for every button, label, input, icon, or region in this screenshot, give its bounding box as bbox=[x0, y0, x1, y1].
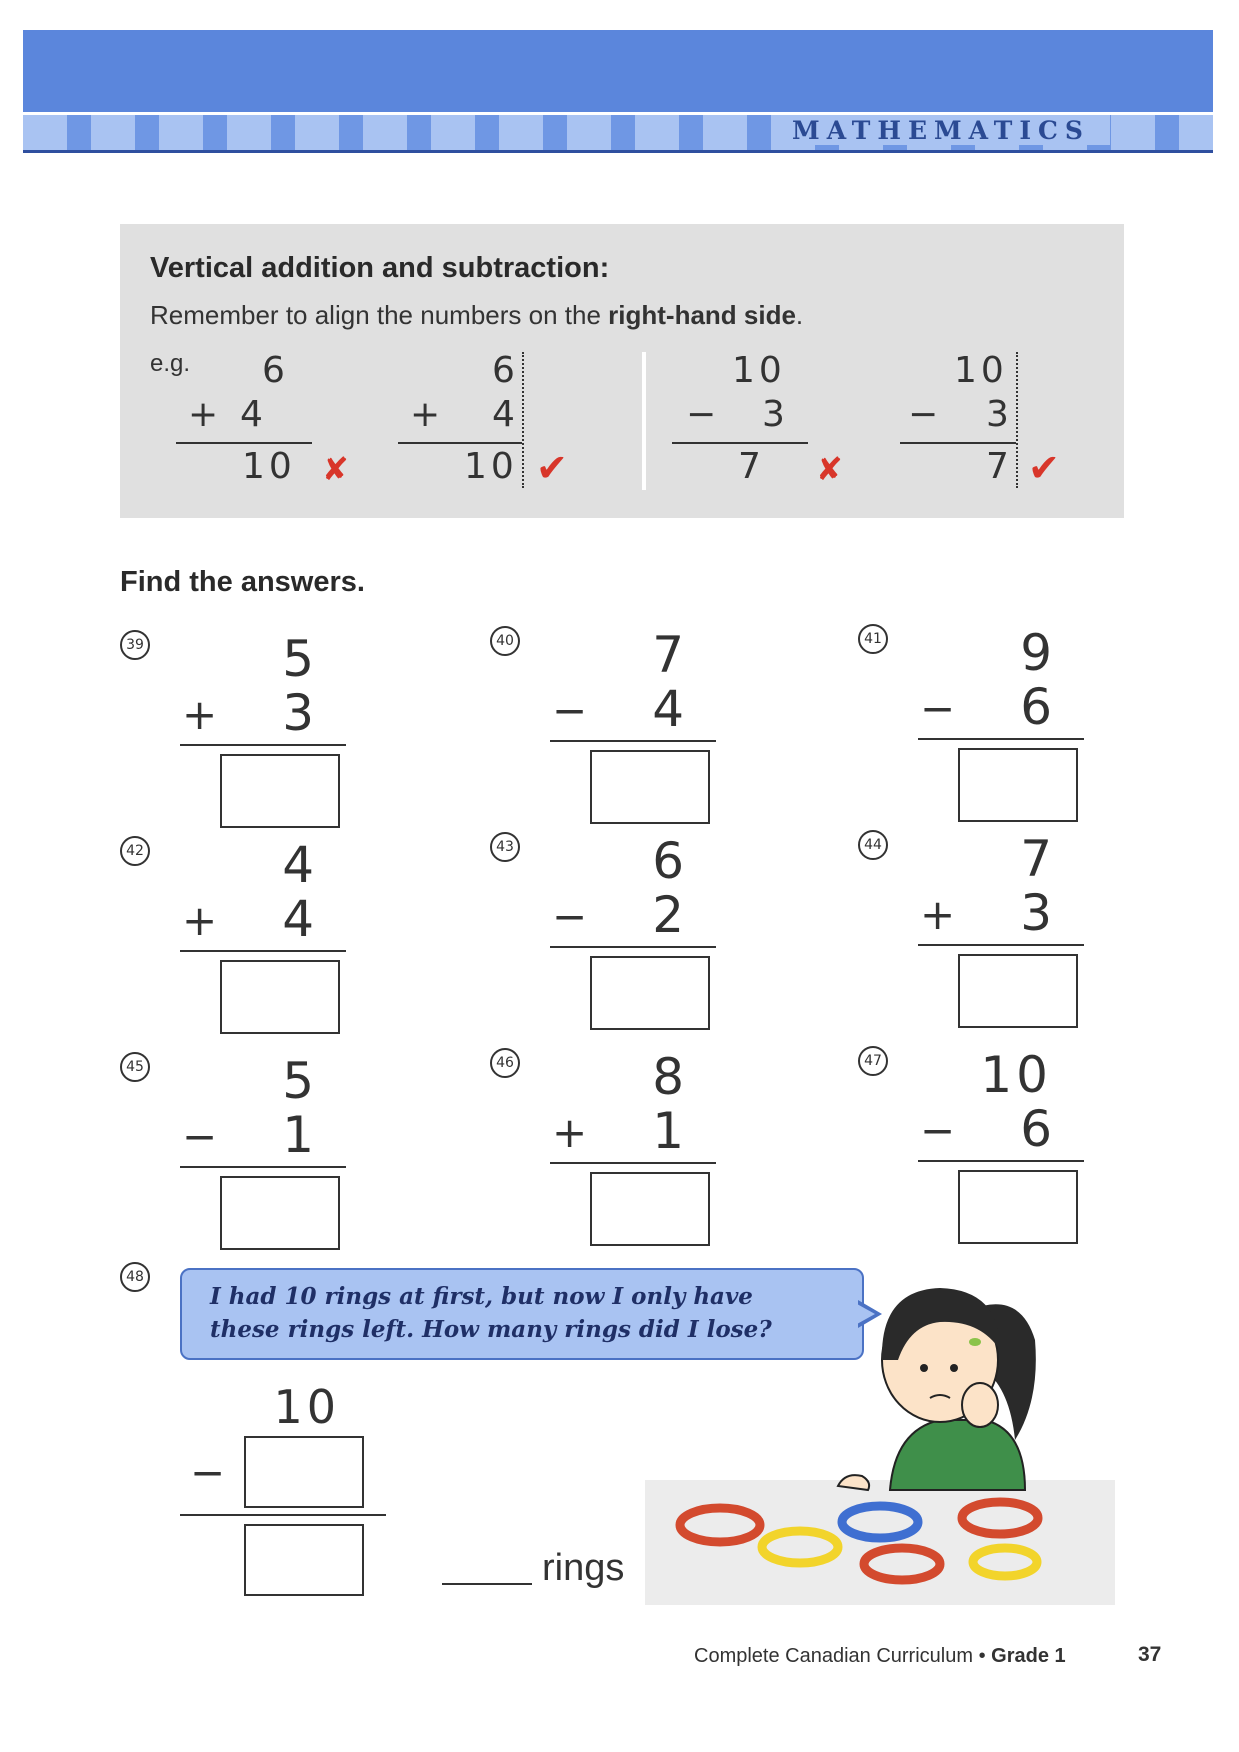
problem-42 bbox=[120, 836, 380, 1026]
example-operator: − bbox=[686, 394, 717, 435]
footer-grade: Grade 1 bbox=[991, 1645, 1066, 1667]
girl-with-rings-illustration bbox=[640, 1250, 1140, 1610]
example-result: 10 bbox=[464, 446, 518, 487]
tip-text-bold: right-hand side bbox=[608, 300, 796, 330]
problem-rule bbox=[550, 1162, 716, 1164]
problem-number: 42 bbox=[120, 836, 150, 866]
examples-divider bbox=[642, 352, 646, 490]
header-banner bbox=[23, 30, 1213, 112]
wrong-mark-icon: ✘ bbox=[322, 450, 349, 488]
answer-box[interactable] bbox=[590, 956, 710, 1030]
problem-40 bbox=[490, 626, 750, 816]
tip-text-start: Remember to align the numbers on the bbox=[150, 300, 609, 330]
example-result: 7 bbox=[738, 446, 761, 487]
correct-mark-icon: ✔ bbox=[536, 446, 568, 490]
problem-bottom-number: 6 bbox=[1020, 1100, 1052, 1158]
example-top: 6 bbox=[262, 350, 285, 391]
problem-number: 40 bbox=[490, 626, 520, 656]
speech-text: I had 10 rings at first, but now I only have these rings left. How many rings did I lose? bbox=[210, 1283, 772, 1343]
example-bottom: 3 bbox=[762, 394, 785, 435]
problem-rule bbox=[918, 1160, 1084, 1162]
problem-bottom-number: 6 bbox=[1020, 678, 1052, 736]
answer-box[interactable] bbox=[220, 1176, 340, 1250]
problem-rule bbox=[550, 946, 716, 948]
answer-box[interactable] bbox=[244, 1524, 364, 1596]
problem-top-number: 5 bbox=[282, 1052, 314, 1110]
problem-top-number: 10 bbox=[980, 1046, 1052, 1104]
problem-bottom-number: 4 bbox=[652, 680, 684, 738]
answer-box[interactable] bbox=[958, 1170, 1078, 1244]
problem-bottom-number: 2 bbox=[652, 886, 684, 944]
problem-top-number: 9 bbox=[1020, 624, 1052, 682]
example-bottom: 4 bbox=[492, 394, 515, 435]
problem-operator: + bbox=[552, 1108, 588, 1157]
problem-rule bbox=[180, 950, 346, 952]
problem-rule bbox=[918, 944, 1084, 946]
example-bottom: 4 bbox=[240, 394, 263, 435]
problem-number: 39 bbox=[120, 630, 150, 660]
footer-book: Complete Canadian Curriculum • bbox=[694, 1645, 992, 1667]
girl-eye-left bbox=[920, 1364, 928, 1372]
answer-box[interactable] bbox=[220, 754, 340, 828]
example-result: 7 bbox=[986, 446, 1009, 487]
example-bottom: 3 bbox=[986, 394, 1009, 435]
problem-top-number: 6 bbox=[652, 832, 684, 890]
answer-box[interactable] bbox=[958, 748, 1078, 822]
problem-44 bbox=[858, 830, 1118, 1020]
problem-41 bbox=[858, 624, 1118, 814]
example-rule bbox=[672, 442, 808, 444]
problem-47 bbox=[858, 1046, 1118, 1236]
page-number: 37 bbox=[1138, 1643, 1162, 1666]
example-top: 10 bbox=[732, 350, 786, 391]
problem-top-number: 8 bbox=[652, 1048, 684, 1106]
problem-operator: + bbox=[182, 896, 218, 945]
problem-operator: − bbox=[552, 892, 588, 941]
problem-bottom-number: 3 bbox=[1020, 884, 1052, 942]
answer-box[interactable] bbox=[220, 960, 340, 1034]
girl-hand bbox=[962, 1383, 998, 1427]
example-operator: − bbox=[908, 394, 939, 435]
problem-top-number: 7 bbox=[1020, 830, 1052, 888]
section-title: Find the answers. bbox=[120, 566, 365, 598]
hair-tie bbox=[969, 1338, 981, 1346]
problem-39 bbox=[120, 630, 380, 820]
answer-box[interactable] bbox=[958, 954, 1078, 1028]
problem-bottom-number: 1 bbox=[282, 1106, 314, 1164]
problem-top-number: 4 bbox=[282, 836, 314, 894]
problem-rule bbox=[550, 740, 716, 742]
problem-operator: + bbox=[920, 890, 956, 939]
girl-eye-right bbox=[950, 1364, 958, 1372]
problem-operator: − bbox=[552, 686, 588, 735]
problem-rule bbox=[918, 738, 1084, 740]
problem-operator: + bbox=[182, 690, 218, 739]
problem-bottom-number: 4 bbox=[282, 890, 314, 948]
problem-rule bbox=[180, 1514, 386, 1516]
problem-rule bbox=[180, 744, 346, 746]
problem-bottom-number: 1 bbox=[652, 1102, 684, 1160]
correct-mark-icon: ✔ bbox=[1028, 446, 1060, 490]
eg-label: e.g. bbox=[150, 350, 191, 377]
problem-operator: − bbox=[920, 1106, 956, 1155]
wrong-mark-icon: ✘ bbox=[816, 450, 843, 488]
problem-top-number: 10 bbox=[273, 1380, 340, 1434]
problem-top-number: 5 bbox=[282, 630, 314, 688]
problem-number: 46 bbox=[490, 1048, 520, 1078]
answer-box[interactable] bbox=[590, 1172, 710, 1246]
problem-number: 41 bbox=[858, 624, 888, 654]
problem-operator: − bbox=[920, 684, 956, 733]
example-result: 10 bbox=[242, 446, 296, 487]
tip-text bbox=[150, 300, 803, 331]
rings-unit-label: rings bbox=[542, 1547, 625, 1589]
example-top: 10 bbox=[954, 350, 1008, 391]
problem-number: 44 bbox=[858, 830, 888, 860]
girl-dress bbox=[890, 1420, 1025, 1490]
problem-43 bbox=[490, 832, 750, 1022]
problem-top-number: 7 bbox=[652, 626, 684, 684]
example-operator: + bbox=[188, 394, 219, 435]
problem-46 bbox=[490, 1048, 750, 1238]
problem-45 bbox=[120, 1052, 380, 1242]
problem-number: 47 bbox=[858, 1046, 888, 1076]
answer-box[interactable] bbox=[590, 750, 710, 824]
alignment-guide bbox=[522, 352, 524, 488]
subject-title: MATHEMATICS bbox=[772, 115, 1110, 145]
problem-number: 45 bbox=[120, 1052, 150, 1082]
example-rule bbox=[398, 442, 522, 444]
example-operator: + bbox=[410, 394, 441, 435]
subtrahend-box[interactable] bbox=[244, 1436, 364, 1508]
alignment-guide bbox=[1016, 352, 1018, 488]
tip-title: Vertical addition and subtraction: bbox=[150, 252, 610, 284]
footer-book-title bbox=[694, 1645, 1066, 1668]
rings-answer-blank[interactable] bbox=[442, 1583, 532, 1585]
example-rule bbox=[900, 442, 1016, 444]
problem-operator: − bbox=[182, 1112, 218, 1161]
problem-bottom-number: 3 bbox=[282, 684, 314, 742]
example-rule bbox=[176, 442, 312, 444]
problem-operator: − bbox=[190, 1448, 226, 1497]
problem-rule bbox=[180, 1166, 346, 1168]
tip-text-end: . bbox=[795, 300, 804, 330]
problem-number: 43 bbox=[490, 832, 520, 862]
example-top: 6 bbox=[492, 350, 515, 391]
problem-number: 48 bbox=[120, 1262, 150, 1292]
